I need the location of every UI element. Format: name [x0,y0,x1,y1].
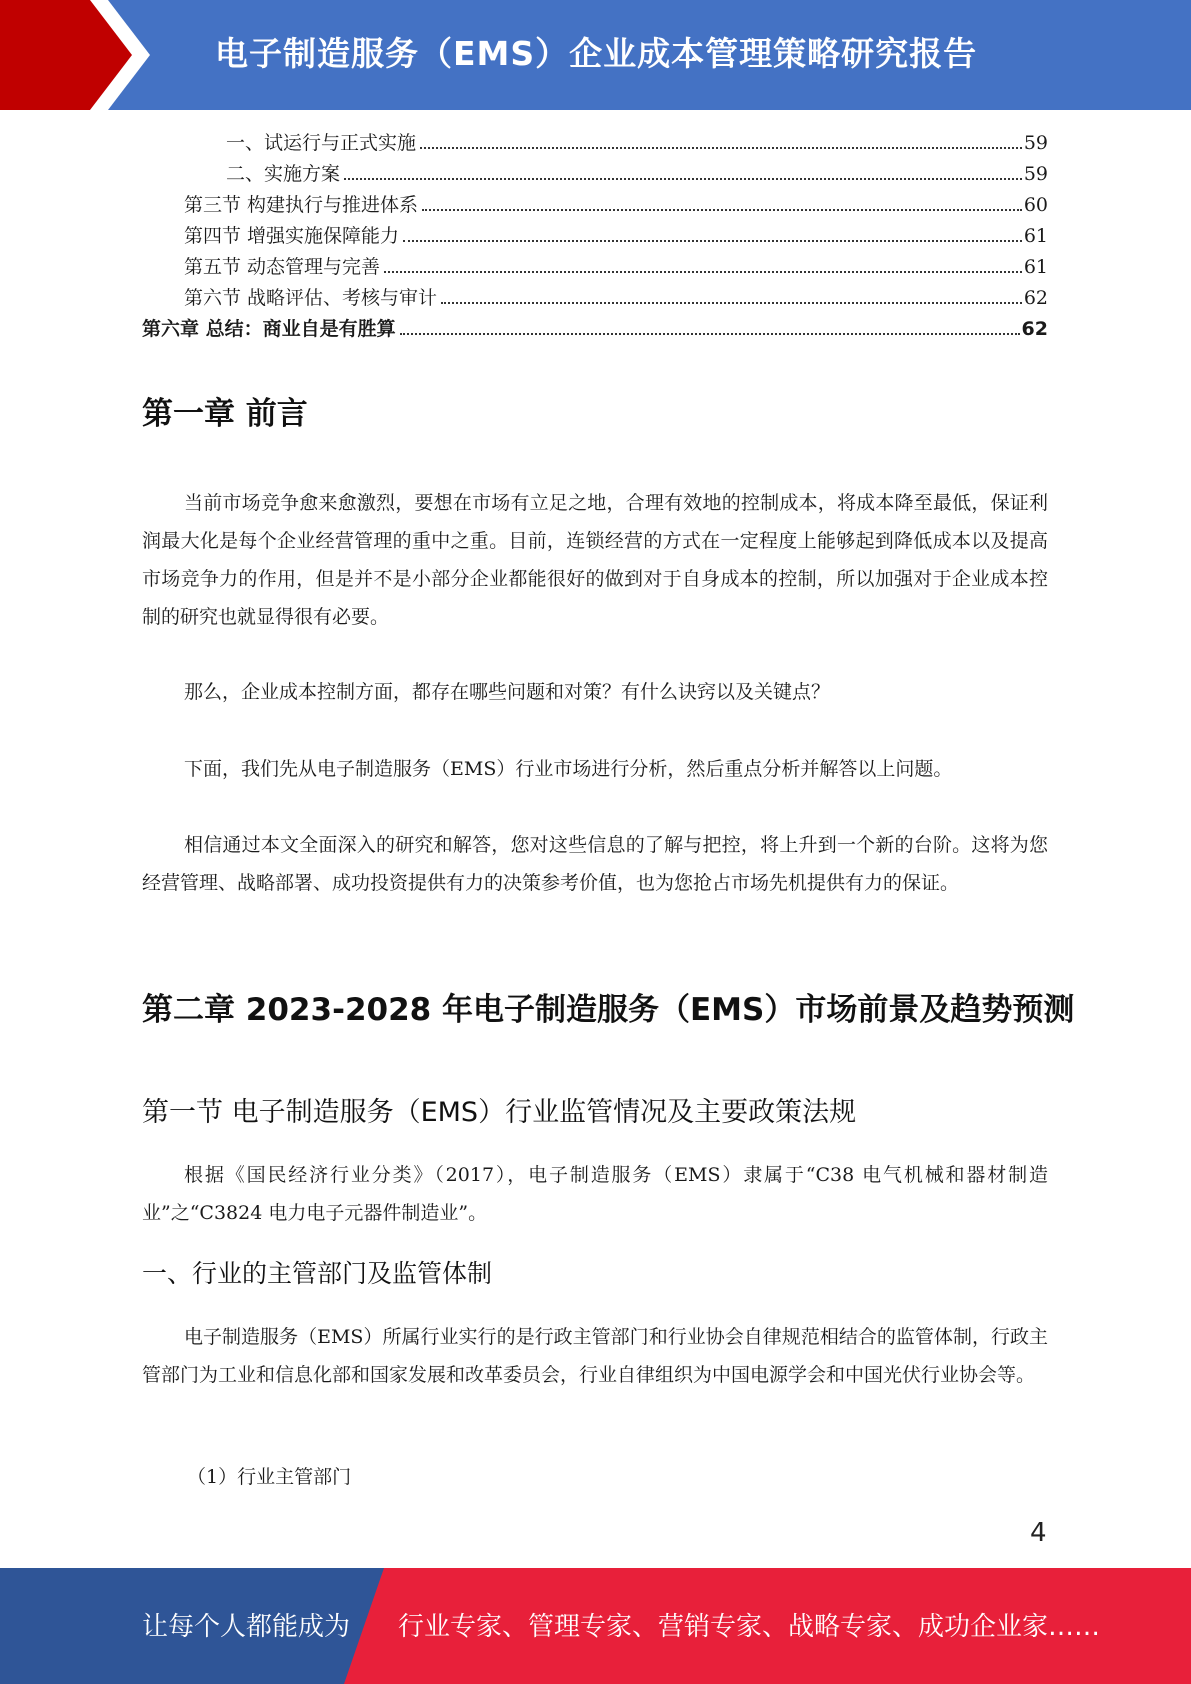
toc-entry-label: 第四节 增强实施保障能力 [184,225,400,247]
toc-entry[interactable] [142,283,1048,314]
toc-dot-leader [441,302,1022,304]
toc-entry[interactable] [142,190,1048,221]
header-chevron-icon [0,0,160,110]
toc-entry-page: 62 [1023,287,1048,309]
toc-dot-leader [403,240,1022,242]
toc-entry-page: 59 [1023,132,1048,154]
subsection-1-paragraph: 电子制造服务（EMS）所属行业实行的是行政主管部门和行业协会自律规范相结合的监管体制，行政主管部门为工业和信息化部和国家发展和改革委员会，行业自律组织为中国电源学会和中国光伏行业协会等。 [142,1326,1048,1386]
toc-entry[interactable] [142,159,1048,190]
subsection-1-title: 一、行业的主管部门及监管体制 [142,1259,493,1288]
toc-entry-page: 60 [1023,194,1048,216]
toc-entry[interactable] [142,252,1048,283]
table-of-contents [142,128,1048,345]
toc-entry[interactable] [142,128,1048,159]
toc-entry-label: 第三节 构建执行与推进体系 [184,194,419,216]
toc-entry-label: 一、试运行与正式实施 [226,132,417,154]
toc-dot-leader [384,271,1022,273]
toc-dot-leader [422,209,1022,211]
toc-entry-label: 第五节 动态管理与完善 [184,256,381,278]
chapter-2-title: 第二章 2023-2028 年电子制造服务（EMS）市场前景及趋势预测 [142,992,1075,1028]
chapter-1-paragraph-4: 相信通过本文全面深入的研究和解答，您对这些信息的了解与把控，将上升到一个新的台阶。这将为您经营管理、战略部署、成功投资提供有力的决策参考价值，也为您抢占市场先机提供有力的保证。 [142,834,1048,894]
toc-entry-label: 第六节 战略评估、考核与审计 [184,287,438,309]
footer-slogan-left: 让每个人都能成为 [142,1612,351,1642]
toc-entry-page: 59 [1023,163,1048,185]
toc-dot-leader [344,178,1022,180]
chapter-1-paragraph-2: 那么，企业成本控制方面，都存在哪些问题和对策？有什么诀窍以及关键点？ [184,681,831,703]
page-footer [0,1568,1191,1684]
page-header [0,0,1191,110]
toc-entry-page: 61 [1023,256,1048,278]
section-1-paragraph: 根据《国民经济行业分类》（2017），电子制造服务（EMS）隶属于“C38 电气机械和器材制造业”之“C3824 电力电子元器件制造业”。 [142,1164,1048,1224]
toc-entry[interactable] [142,314,1048,345]
toc-dot-leader [400,333,1020,335]
chapter-1-paragraph-1: 当前市场竞争愈来愈激烈，要想在市场有立足之地，合理有效地的控制成本，将成本降至最低，保证利润最大化是每个企业经营管理的重中之重。目前，连锁经营的方式在一定程度上能够起到降低成本以及提高市场竞争力的作用，但是并不是小部分企业都能很好的做到对于自身成本的控制，所以加强对于企业成本控制的研究也就显得很有必要。 [142,492,1048,628]
toc-entry-label: 二、实施方案 [226,163,341,185]
chapter-1-paragraph-3: 下面，我们先从电子制造服务（EMS）行业市场进行分析，然后重点分析并解答以上问题。 [184,758,953,780]
section-1-title: 第一节 电子制造服务（EMS）行业监管情况及主要政策法规 [142,1097,857,1128]
list-item-1: （1）行业主管部门 [187,1466,352,1488]
toc-entry-page: 62 [1021,318,1048,340]
footer-slogan-right: 行业专家、管理专家、营销专家、战略专家、成功企业家…… [398,1612,1101,1642]
toc-entry-label: 第六章 总结：商业自是有胜算 [142,318,396,340]
chapter-1-title: 第一章 前言 [142,396,308,432]
report-title: 电子制造服务（EMS）企业成本管理策略研究报告 [215,34,978,73]
page-number: 4 [1030,1518,1047,1548]
toc-dot-leader [420,147,1022,149]
toc-entry[interactable] [142,221,1048,252]
toc-entry-page: 61 [1023,225,1048,247]
